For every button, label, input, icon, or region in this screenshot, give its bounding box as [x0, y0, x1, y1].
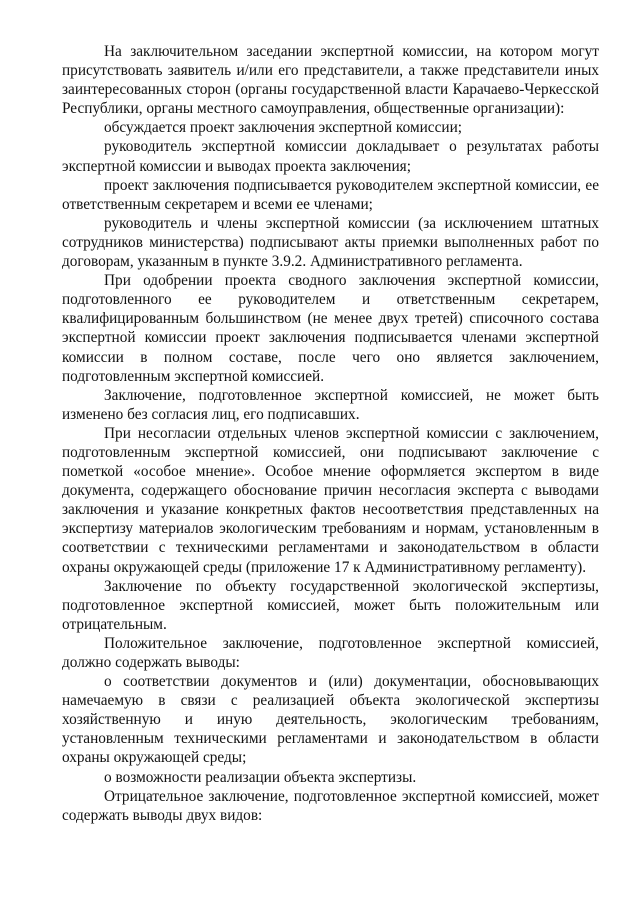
paragraph-negative-conclusion: Отрицательное заключение, подготовленное экспертной комиссией, может содержать выводы двух видов:: [62, 787, 599, 824]
paragraph-approval-majority: При одобрении проекта сводного заключения экспертной комиссии, подготовленного ее руководителем и ответственным секретарем, квалифицированным большинством (не менее двух третей) списочного состава экспертной комиссии проект заключения подписывается членами экспертной комиссии в полном составе, после чего оно является заключением, подготовленным экспертной комиссией.: [62, 272, 599, 385]
paragraph-draft-signing: проект заключения подписывается руководителем экспертной комиссии, ее ответственным секретарем и всеми ее членами;: [62, 176, 599, 213]
paragraph-final-meeting: На заключительном заседании экспертной комиссии, на котором могут присутствовать заявитель и/или его представители, а также представители иных заинтересованных сторон (органы государственной власти Карачаево-Черкесской Республики, органы местного самоуправления, общественные организации):: [62, 43, 599, 118]
paragraph-no-changes: Заключение, подготовленное экспертной комиссией, не может быть изменено без согласия лиц, его подписавших.: [62, 386, 599, 423]
paragraph-compliance: о соответствии документов и (или) документации, обосновывающих намечаемую в связи с реализацией объекта экологической экспертизы хозяйственную и иную деятельность, экологическим требованиям, установленным техническими регламентами и законодательством в области охраны окружающей среды;: [62, 673, 599, 767]
document-page: [62, 42, 599, 825]
paragraph-positive-conclusion: Положительное заключение, подготовленное экспертной комиссией, должно содержать выводы:: [62, 634, 599, 671]
paragraph-special-opinion: При несогласии отдельных членов экспертной комиссии с заключением, подготовленным экспертной комиссией, они подписывают заключение с пометкой «особое мнение». Особое мнение оформляется экспертом в виде документа, содержащего обоснование причин несогласия эксперта с выводами заключения и указание конкретных фактов несоответствия представленных на экспертизу материалов экологическим требованиям и нормам, установленным в соответствии с техническими регламентами и законодательством в области охраны окружающей среды (приложение 17 к Административному регламенту).: [62, 424, 599, 576]
paragraph-head-report: руководитель экспертной комиссии докладывает о результатах работы экспертной комиссии и выводах проекта заключения;: [62, 138, 599, 175]
paragraph-acceptance-acts: руководитель и члены экспертной комиссии (за исключением штатных сотрудников министерства) подписывают акты приемки выполненных работ по договорам, указанным в пункте 3.9.2. Административного регламента.: [62, 214, 599, 271]
paragraph-feasibility: о возможности реализации объекта экспертизы.: [104, 768, 417, 786]
paragraph-conclusion-types: Заключение по объекту государственной экологической экспертизы, подготовленное экспертной комиссией, может быть положительным или отрицательным.: [62, 577, 599, 633]
paragraph-draft-discussion: обсуждается проект заключения экспертной комиссии;: [104, 119, 463, 137]
